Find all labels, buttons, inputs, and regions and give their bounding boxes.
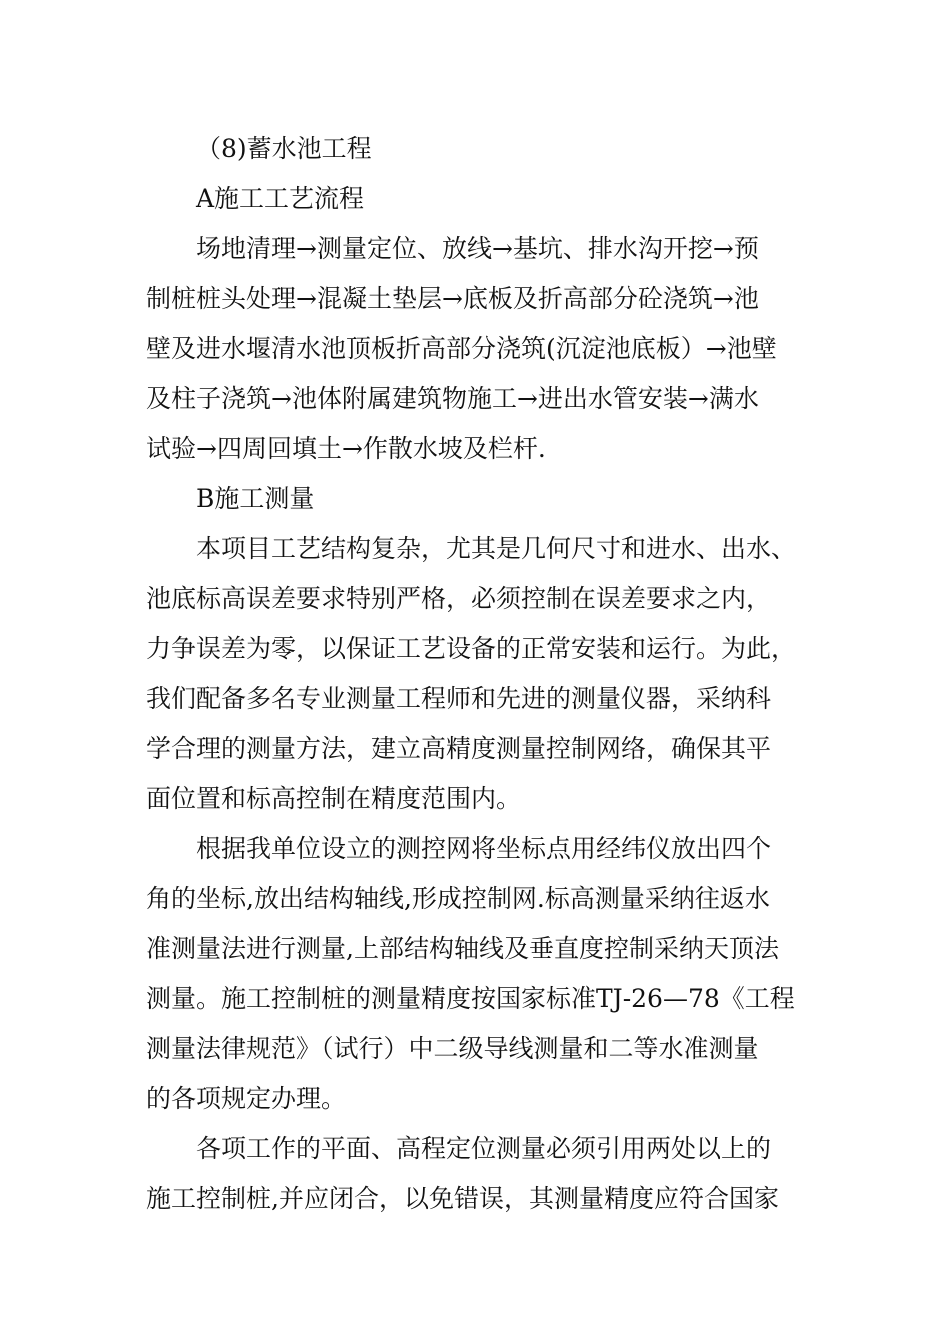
paragraph-line: 测量。施工控制桩的测量精度按国家标准TJ-26—78《工程 bbox=[146, 984, 795, 1013]
paragraph-line: 根据我单位设立的测控网将坐标点用经纬仪放出四个 bbox=[196, 834, 772, 863]
paragraph-line: 的各项规定办理。 bbox=[146, 1084, 347, 1113]
paragraph-line: 我们配备多名专业测量工程师和先进的测量仪器，采纳科 bbox=[146, 684, 772, 713]
paragraph-line: 本项目工艺结构复杂，尤其是几何尺寸和进水、出水、 bbox=[196, 534, 797, 563]
paragraph-line: 施工控制桩,并应闭合，以免错误，其测量精度应符合国家 bbox=[146, 1184, 779, 1213]
section-heading: （8)蓄水池工程 bbox=[196, 134, 372, 163]
paragraph-line: 测量法律规范》（试行）中二级导线测量和二等水准测量 bbox=[146, 1034, 759, 1063]
paragraph-line: 各项工作的平面、高程定位测量必须引用两处以上的 bbox=[196, 1134, 772, 1163]
paragraph-line: 准测量法进行测量,上部结构轴线及垂直度控制采纳天顶法 bbox=[146, 934, 779, 963]
paragraph-line: 角的坐标,放出结构轴线,形成控制网.标高测量采纳往返水 bbox=[146, 884, 770, 913]
paragraph-line: 学合理的测量方法，建立高精度测量控制网络，确保其平 bbox=[146, 734, 772, 763]
paragraph-line: 制桩桩头处理→混凝土垫层→底板及折高部分砼浇筑→池 bbox=[146, 284, 759, 313]
subheading-a: A施工工艺流程 bbox=[196, 184, 365, 213]
paragraph-line: 及柱子浇筑→池体附属建筑物施工→进出水管安装→满水 bbox=[146, 384, 759, 413]
paragraph-line: 试验→四周回填土→作散水坡及栏杆. bbox=[146, 434, 546, 463]
paragraph-line: 池底标高误差要求特别严格，必须控制在误差要求之内， bbox=[146, 584, 772, 613]
paragraph-line: 壁及进水堰清水池顶板折高部分浇筑(沉淀池底板）→池壁 bbox=[146, 334, 777, 363]
paragraph-line: 场地清理→测量定位、放线→基坑、排水沟开挖→预 bbox=[196, 234, 759, 263]
paragraph-line: 面位置和标高控制在精度范围内。 bbox=[146, 784, 522, 813]
paragraph-line: 力争误差为零，以保证工艺设备的正常安装和运行。为此， bbox=[146, 634, 797, 663]
subheading-b: B施工测量 bbox=[196, 484, 315, 513]
